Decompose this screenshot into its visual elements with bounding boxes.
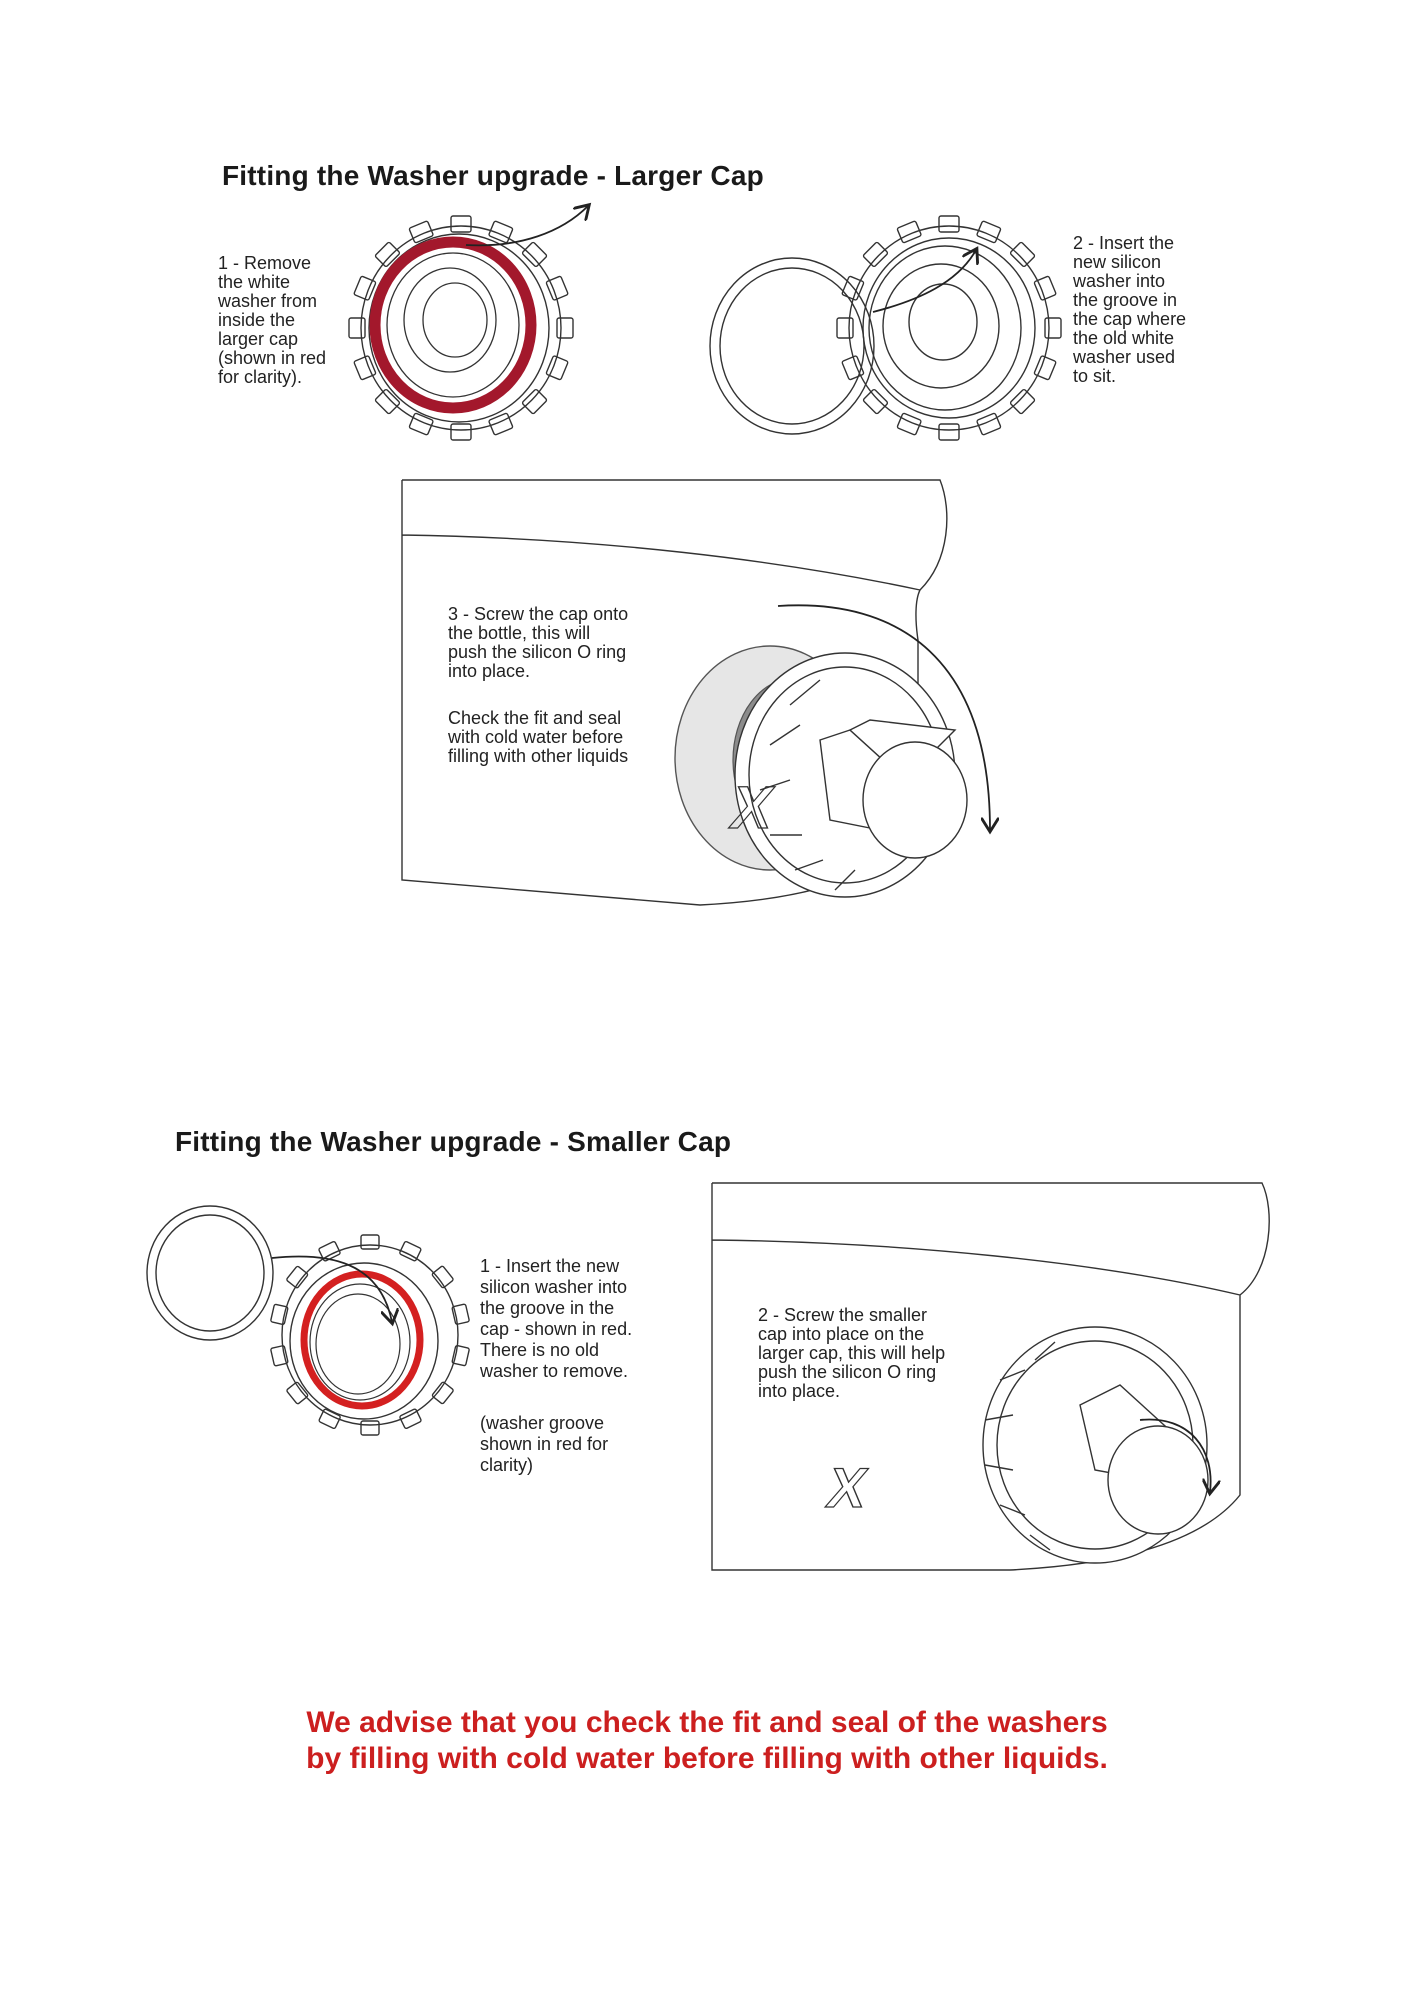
larger-cap-heading: Fitting the Washer upgrade - Larger Cap [222, 160, 764, 191]
advice-line-2: by filling with cold water before filling with other liquids. [306, 1742, 1108, 1775]
washer-ring-icon [710, 258, 874, 434]
curved-arrow-icon [873, 250, 976, 312]
larger-step-1-text: 1 - Remove the white washer from inside the larger cap (shown in red for clarity). [218, 253, 327, 387]
larger-step-3-text: 3 - Screw the cap onto the bottle, this will push the silicon O ring into place. [448, 604, 629, 681]
larger-step-2-text: 2 - Insert the new silicon washer into the groove in the cap where the old white washer used to sit. [1073, 233, 1187, 386]
curved-arrow-icon [272, 1256, 392, 1322]
svg-text:X: X [725, 773, 780, 841]
washer-ring-icon [147, 1206, 273, 1340]
smaller-step-1-text: 1 - Insert the new silicon washer into the groove in the cap - shown in red. There is no old washer to remove. [480, 1256, 633, 1381]
curved-arrow-icon [466, 206, 588, 245]
smaller-cap-heading: Fitting the Washer upgrade - Smaller Cap [175, 1126, 732, 1157]
advice-line-1: We advise that you check the fit and seal of the washers [306, 1706, 1108, 1739]
smaller-step-2-text: 2 - Screw the smaller cap into place on the larger cap, this will help push the silicon O ring into place. [758, 1305, 946, 1401]
red-washer-highlight [375, 242, 531, 408]
advice-text [0, 1705, 1414, 1777]
svg-text:X: X [822, 1456, 873, 1519]
smaller-step-1-note: (washer groove shown in red for clarity) [480, 1413, 609, 1475]
cap-knurled-icon [837, 216, 1061, 440]
larger-step-3-note: Check the fit and seal with cold water before filling with other liquids [448, 708, 629, 766]
